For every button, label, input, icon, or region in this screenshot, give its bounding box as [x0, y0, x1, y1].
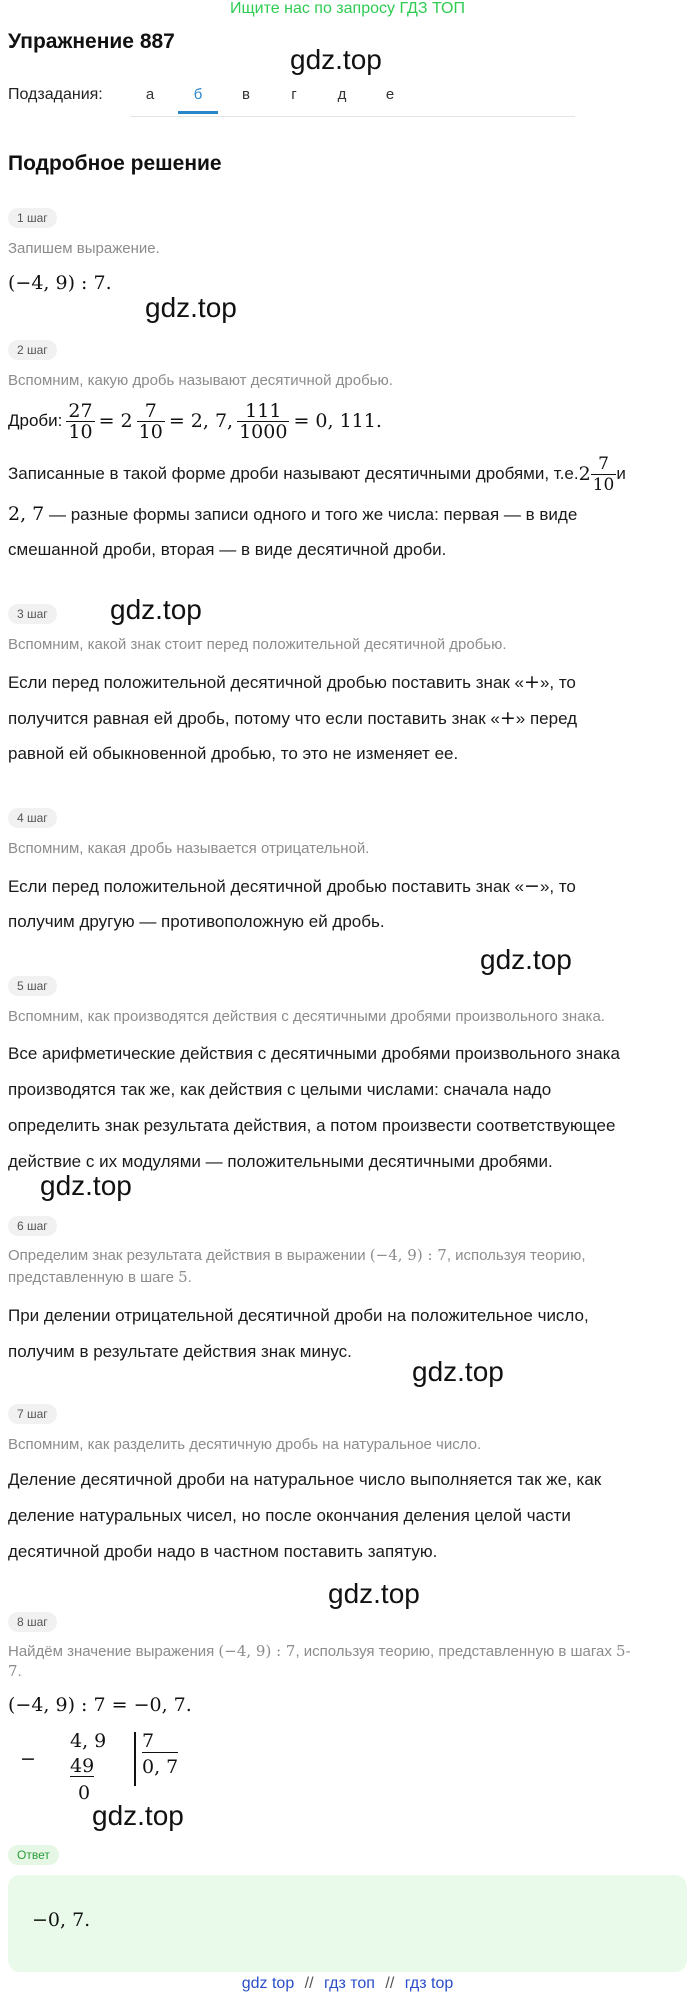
step-text: При делении отрицательной десятичной дроби на положительное число,: [8, 1306, 589, 1325]
step-badge: 3 шаг: [8, 604, 57, 624]
division-minus-sign: −: [20, 1748, 36, 1770]
tab-a[interactable]: а: [145, 86, 155, 103]
watermark: gdz.top: [290, 44, 382, 75]
step-text: деление натуральных чисел, но после окончания деления целой части: [8, 1506, 571, 1525]
step-text: равной ей обыкновенной дробью, то это не изменяет ее.: [8, 744, 459, 763]
step-badge: 4 шаг: [8, 808, 57, 828]
step-hint: Найдём значение выражения (−4, 9) : 7, используя теорию, представленную в шагах 5-: [8, 1642, 631, 1660]
watermark: gdz.top: [145, 292, 237, 323]
equals-text: = 2: [98, 410, 133, 432]
step-hint: Вспомним, какой знак стоит перед положительной десятичной дробью.: [8, 636, 507, 653]
step-hint: Вспомним, как производятся действия с десятичными дробями произвольного знака.: [8, 1008, 605, 1025]
step-text: Деление десятичной дроби на натуральное число выполняется так же, как: [8, 1470, 602, 1489]
watermark: gdz.top: [328, 1578, 420, 1609]
step-text: производятся так же, как действия с целыми числами: сначала надо: [8, 1080, 552, 1099]
step-text: определить знак результата действия, а потом произвести соответствующее: [8, 1116, 616, 1135]
subtask-tabs: [130, 80, 575, 117]
step-text: Если перед положительной десятичной дробью поставить знак «−», то: [8, 875, 576, 897]
step-hint: 7.: [8, 1662, 22, 1680]
tab-e[interactable]: е: [385, 86, 395, 103]
step-badge: 2 шаг: [8, 340, 57, 360]
tab-v[interactable]: в: [242, 86, 250, 103]
step-text: 2, 7 — разные формы записи одного и того же числа: первая — в виде: [8, 503, 578, 525]
step-expression: (−4, 9) : 7.: [8, 272, 112, 294]
equals-text: = 2, 7,: [168, 410, 234, 432]
footer-link[interactable]: гдз топ: [324, 1975, 375, 1992]
section-title: Подробное решение: [8, 152, 222, 175]
search-banner: Ищите нас по запросу ГДЗ ТОП: [230, 0, 465, 17]
division-bar: [134, 1732, 136, 1786]
page-title: Упражнение 887: [8, 30, 175, 53]
step-text: получим в результате действия знак минус.: [8, 1342, 352, 1361]
footer-link[interactable]: gdz top: [241, 1975, 295, 1992]
step-expression: (−4, 9) : 7 = −0, 7.: [8, 1694, 192, 1716]
step-text: Если перед положительной десятичной дробью поставить знак «+», то: [8, 671, 576, 693]
answer-value: −0, 7.: [32, 1909, 91, 1931]
watermark: gdz.top: [92, 1800, 184, 1831]
fractions-line: [8, 396, 382, 446]
subtrahend: 49: [70, 1755, 95, 1777]
subtasks-label: Подзадания:: [8, 86, 103, 103]
step-badge: 6 шаг: [8, 1216, 57, 1236]
step-text: получится равная ей дробь, потому что если поставить знак «+» перед: [8, 707, 578, 729]
footer-link[interactable]: гдз top: [404, 1975, 454, 1992]
watermark: gdz.top: [412, 1356, 504, 1387]
tab-g[interactable]: г: [291, 86, 297, 103]
watermark: gdz.top: [40, 1170, 132, 1201]
watermark: gdz.top: [480, 944, 572, 975]
step-text: получим другую — противоположную ей дробь.: [8, 912, 385, 931]
tab-b[interactable]: б: [178, 86, 218, 114]
remainder: 0: [78, 1782, 91, 1804]
fraction: $\frac{7}{10}$: [592, 453, 615, 495]
answer-box: [8, 1875, 687, 1972]
footer-separator: //: [385, 1975, 395, 1992]
step-hint: представленную в шаге 5.: [8, 1268, 192, 1286]
step-text: Все арифметические действия с десятичными дробями произвольного знака: [8, 1044, 620, 1063]
divisor: 7: [142, 1730, 178, 1753]
watermark: gdz.top: [110, 594, 202, 625]
fraction: $\frac{27}{10}$: [68, 399, 93, 443]
step-badge: 5 шаг: [8, 976, 57, 996]
step-hint: Вспомним, какая дробь называется отрицательной.: [8, 840, 370, 857]
step-hint: Запишем выражение.: [8, 240, 160, 257]
step-badge: 7 шаг: [8, 1404, 57, 1424]
footer-separator: //: [304, 1975, 314, 1992]
step-hint: Вспомним, какую дробь называют десятичной дробью.: [8, 372, 393, 389]
equals-text: = 0, 111.: [293, 410, 382, 432]
step-text: десятичной дроби надо в частном поставить запятую.: [8, 1542, 438, 1561]
step-text: смешанной дроби, вторая — в виде десятичной дроби.: [8, 540, 447, 559]
answer-badge: Ответ: [8, 1845, 59, 1865]
quotient: 0, 7: [142, 1756, 179, 1778]
step-badge: 8 шаг: [8, 1612, 57, 1632]
dividend: 4, 9: [70, 1730, 107, 1752]
fractions-label: Дроби:: [8, 411, 63, 430]
step-hint: Определим знак результата действия в выражении (−4, 9) : 7, используя теорию,: [8, 1246, 586, 1264]
step-text: действие с их модулями — положительными десятичными дробями.: [8, 1152, 553, 1171]
step-badge: 1 шаг: [8, 208, 57, 228]
fraction: $\frac{111}{1000}$: [239, 399, 288, 443]
step-text: Записанные в такой форме дроби называют десятичными дробями, т.е. 2 $\frac{7}{10}$ и: [8, 453, 626, 495]
step-hint: Вспомним, как разделить десятичную дробь на натуральное число.: [8, 1436, 482, 1453]
fraction: $\frac{7}{10}$: [138, 399, 163, 443]
tab-d[interactable]: д: [337, 86, 347, 103]
footer-links: [0, 1975, 695, 1993]
